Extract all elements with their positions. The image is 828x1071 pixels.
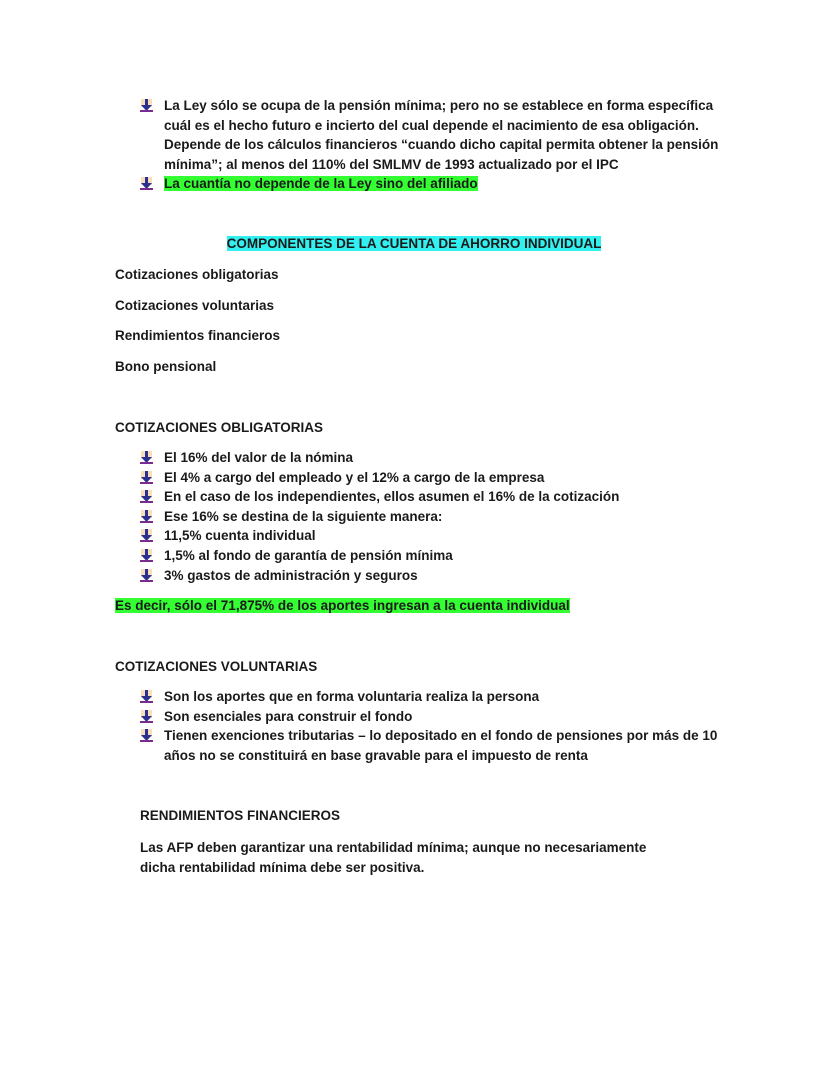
arrow-down-bullet-icon <box>140 569 153 582</box>
list-item <box>140 468 740 488</box>
arrow-down-bullet-icon <box>140 471 153 484</box>
list-item <box>140 566 740 586</box>
arrow-down-bullet-icon <box>140 690 153 703</box>
component-item: Rendimientos financieros <box>115 328 281 343</box>
list-item <box>140 687 720 707</box>
arrow-down-bullet-icon <box>140 99 153 112</box>
bullet-text: 1,5% al fondo de garantía de pensión mínima <box>164 547 453 563</box>
bullet-text: Son los aportes que en forma voluntaria realiza la persona <box>164 689 540 704</box>
components-title-text: COMPONENTES DE LA CUENTA DE AHORRO INDIVIDUAL <box>226 236 602 251</box>
bullet-text: El 4% a cargo del empleado y el 12% a cargo de la empresa <box>164 469 545 485</box>
list-item <box>140 726 720 765</box>
bullet-text: En el caso de los independientes, ellos asumen el 16% de la cotización <box>164 489 620 505</box>
arrow-down-bullet-icon <box>140 451 153 464</box>
list-item <box>140 448 740 468</box>
arrow-down-bullet-icon <box>140 490 153 503</box>
arrow-down-bullet-icon <box>140 177 153 190</box>
bullet-text: 11,5% cuenta individual <box>164 528 316 544</box>
list-item <box>140 487 740 507</box>
components-title <box>0 235 828 253</box>
voluntarias-bullet-list <box>140 687 720 765</box>
bullet-text: El 16% del valor de la nómina <box>164 450 354 465</box>
list-item <box>140 174 720 194</box>
highlighted-bullet-text: La cuantía no depende de la Ley sino del afiliado <box>164 176 478 192</box>
list-item <box>140 507 740 527</box>
list-item <box>140 546 740 566</box>
arrow-down-bullet-icon <box>140 529 153 542</box>
component-item: Cotizaciones voluntarias <box>115 298 275 313</box>
bullet-text: Ese 16% se destina de la siguiente manera: <box>164 508 443 524</box>
section-heading-obligatorias: COTIZACIONES OBLIGATORIAS <box>115 420 324 435</box>
list-item <box>140 96 720 174</box>
arrow-down-bullet-icon <box>140 549 153 562</box>
section-heading-voluntarias: COTIZACIONES VOLUNTARIAS <box>115 659 318 674</box>
intro-bullet-list <box>140 96 720 194</box>
rendimientos-paragraph: Las AFP deben garantizar una rentabilidad mínima; aunque no necesariamente dicha rentabilidad mínima debe ser positiva. <box>140 840 647 875</box>
obligatorias-bullet-list <box>140 448 740 585</box>
bullet-text: Tienen exenciones tributarias – lo depositado en el fondo de pensiones por más de 10 años no se constituirá en base gravable para el impuesto de renta <box>164 728 718 763</box>
obligatorias-conclusion <box>115 597 570 615</box>
arrow-down-bullet-icon <box>140 729 153 742</box>
conclusion-highlighted-text: Es decir, sólo el 71,875% de los aportes ingresan a la cuenta individual <box>115 598 570 613</box>
arrow-down-bullet-icon <box>140 710 153 723</box>
intro-bullet-text: La Ley sólo se ocupa de la pensión mínima; pero no se establece en forma específica cuál es el hecho futuro e incierto del cual depende el nacimiento de esa obligación. Depende de los cálculos financieros “cuando dicho capital permita obtener la pensión mínima”; al menos del 110% del SMLMV de 1993 actualizado por el IPC <box>164 98 719 172</box>
list-item <box>140 707 720 727</box>
bullet-text: Son esenciales para construir el fondo <box>164 708 413 724</box>
arrow-down-bullet-icon <box>140 510 153 523</box>
section-heading-rendimientos: RENDIMIENTOS FINANCIEROS <box>140 808 341 823</box>
component-item: Bono pensional <box>115 359 217 374</box>
component-item: Cotizaciones obligatorias <box>115 267 279 282</box>
bullet-text: 3% gastos de administración y seguros <box>164 567 418 583</box>
list-item <box>140 526 740 546</box>
